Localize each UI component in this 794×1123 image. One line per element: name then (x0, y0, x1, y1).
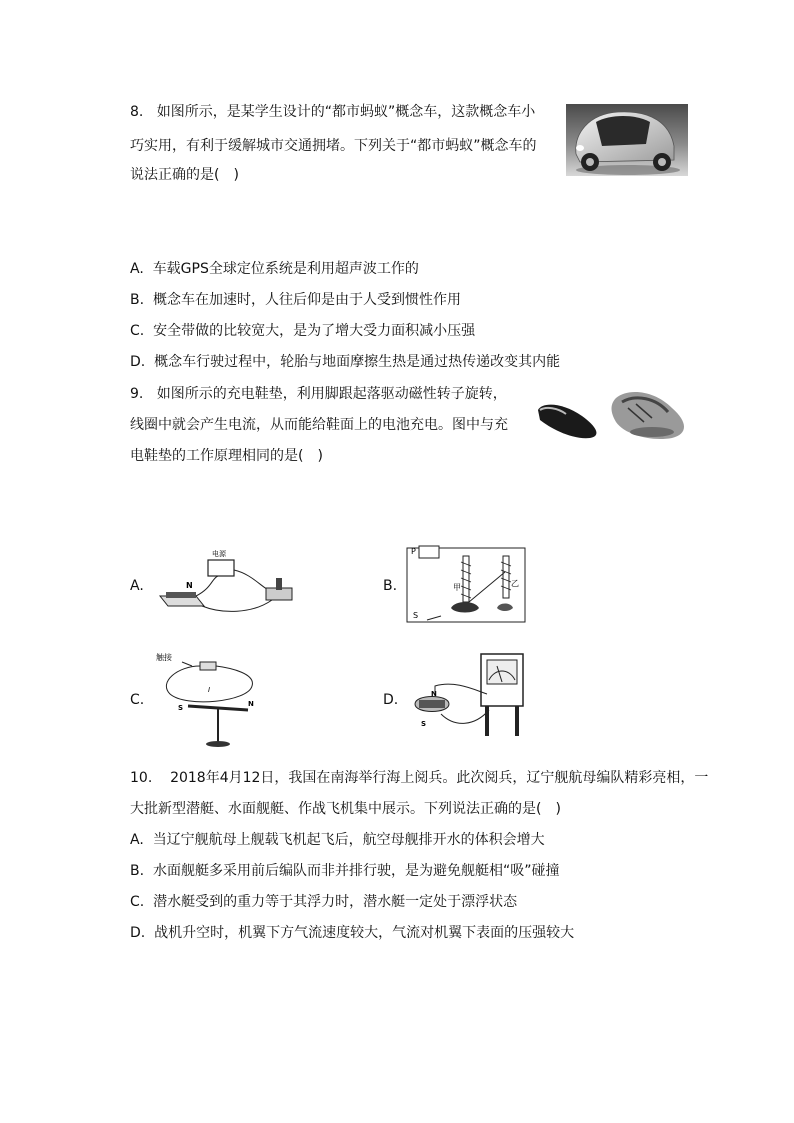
q9-option-c-label: C. (130, 692, 145, 708)
q9-option-c-figure (152, 650, 264, 750)
switch-s-label: S (413, 611, 419, 620)
q9-line-1: 9. 如图所示的充电鞋垫，利用脚跟起落驱动磁性转子旋转， (130, 386, 507, 402)
power-label: 电源 (212, 550, 226, 558)
q9-option-d-label: D. (383, 692, 399, 708)
q10-line-1: 10. 2018年4月12日，我国在南海举行海上阅兵。此次阅兵，辽宁舰航母编队精彩亮相，一 (130, 770, 709, 786)
q9-option-a-label: A. (130, 578, 144, 594)
touch-label: 触接 (156, 653, 172, 662)
q8-option-c: C. 安全带做的比较宽大，是为了增大受力面积减小压强 (130, 323, 476, 339)
q9-option-a-figure (152, 548, 302, 620)
needle-s-label: S (178, 704, 184, 712)
q8-option-d: D. 概念车行驶过程中，轮胎与地面摩擦生热是通过热传递改变其内能 (130, 354, 561, 370)
q9-line-2: 线圈中就会产生电流，从而能给鞋面上的电池充电。图中与充 (130, 417, 508, 433)
q10-option-d: D. 战机升空时，机翼下方气流速度较大，气流对机翼下表面的压强较大 (130, 925, 575, 941)
magnet-s-label: S (421, 720, 427, 728)
coil-yi-label: 乙 (511, 579, 519, 588)
concept-car-image (566, 104, 688, 176)
pole-n-label: N (186, 581, 193, 590)
q8-option-b: B. 概念车在加速时，人往后仰是由于人受到惯性作用 (130, 292, 461, 308)
q10-option-b: B. 水面舰艇多采用前后编队而非并排行驶，是为避免舰艇相“吸”碰撞 (130, 863, 560, 879)
needle-n-label: N (248, 700, 254, 708)
q9-option-d-figure (405, 650, 530, 746)
rheostat-p-label: P (411, 547, 416, 556)
q9-line-3: 电鞋垫的工作原理相同的是( ) (130, 448, 323, 464)
magnet-n-label: N (431, 690, 437, 698)
q8-line-2: 巧实用，有利于缓解城市交通拥堵。下列关于“都市蚂蚁”概念车的 (130, 138, 537, 154)
q10-option-a: A. 当辽宁舰航母上舰载飞机起飞后，航空母舰排开水的体积会增大 (130, 832, 545, 848)
q10-option-c: C. 潜水艇受到的重力等于其浮力时，潜水艇一定处于漂浮状态 (130, 894, 518, 910)
coil-jia-label: 甲 (453, 583, 461, 592)
q8-option-a: A. 车载GPS全球定位系统是利用超声波工作的 (130, 261, 419, 277)
q9-option-b-label: B. (383, 578, 398, 594)
q9-option-b-figure (405, 542, 530, 624)
q8-line-1: 8. 如图所示，是某学生设计的“都市蚂蚁”概念车，这款概念车小 (130, 104, 536, 120)
current-i-label: I (208, 686, 211, 694)
q10-line-2: 大批新型潜艇、水面舰艇、作战飞机集中展示。下列说法正确的是( ) (130, 801, 561, 817)
charging-insole-image (532, 388, 690, 446)
q8-line-3: 说法正确的是( ) (130, 167, 239, 183)
